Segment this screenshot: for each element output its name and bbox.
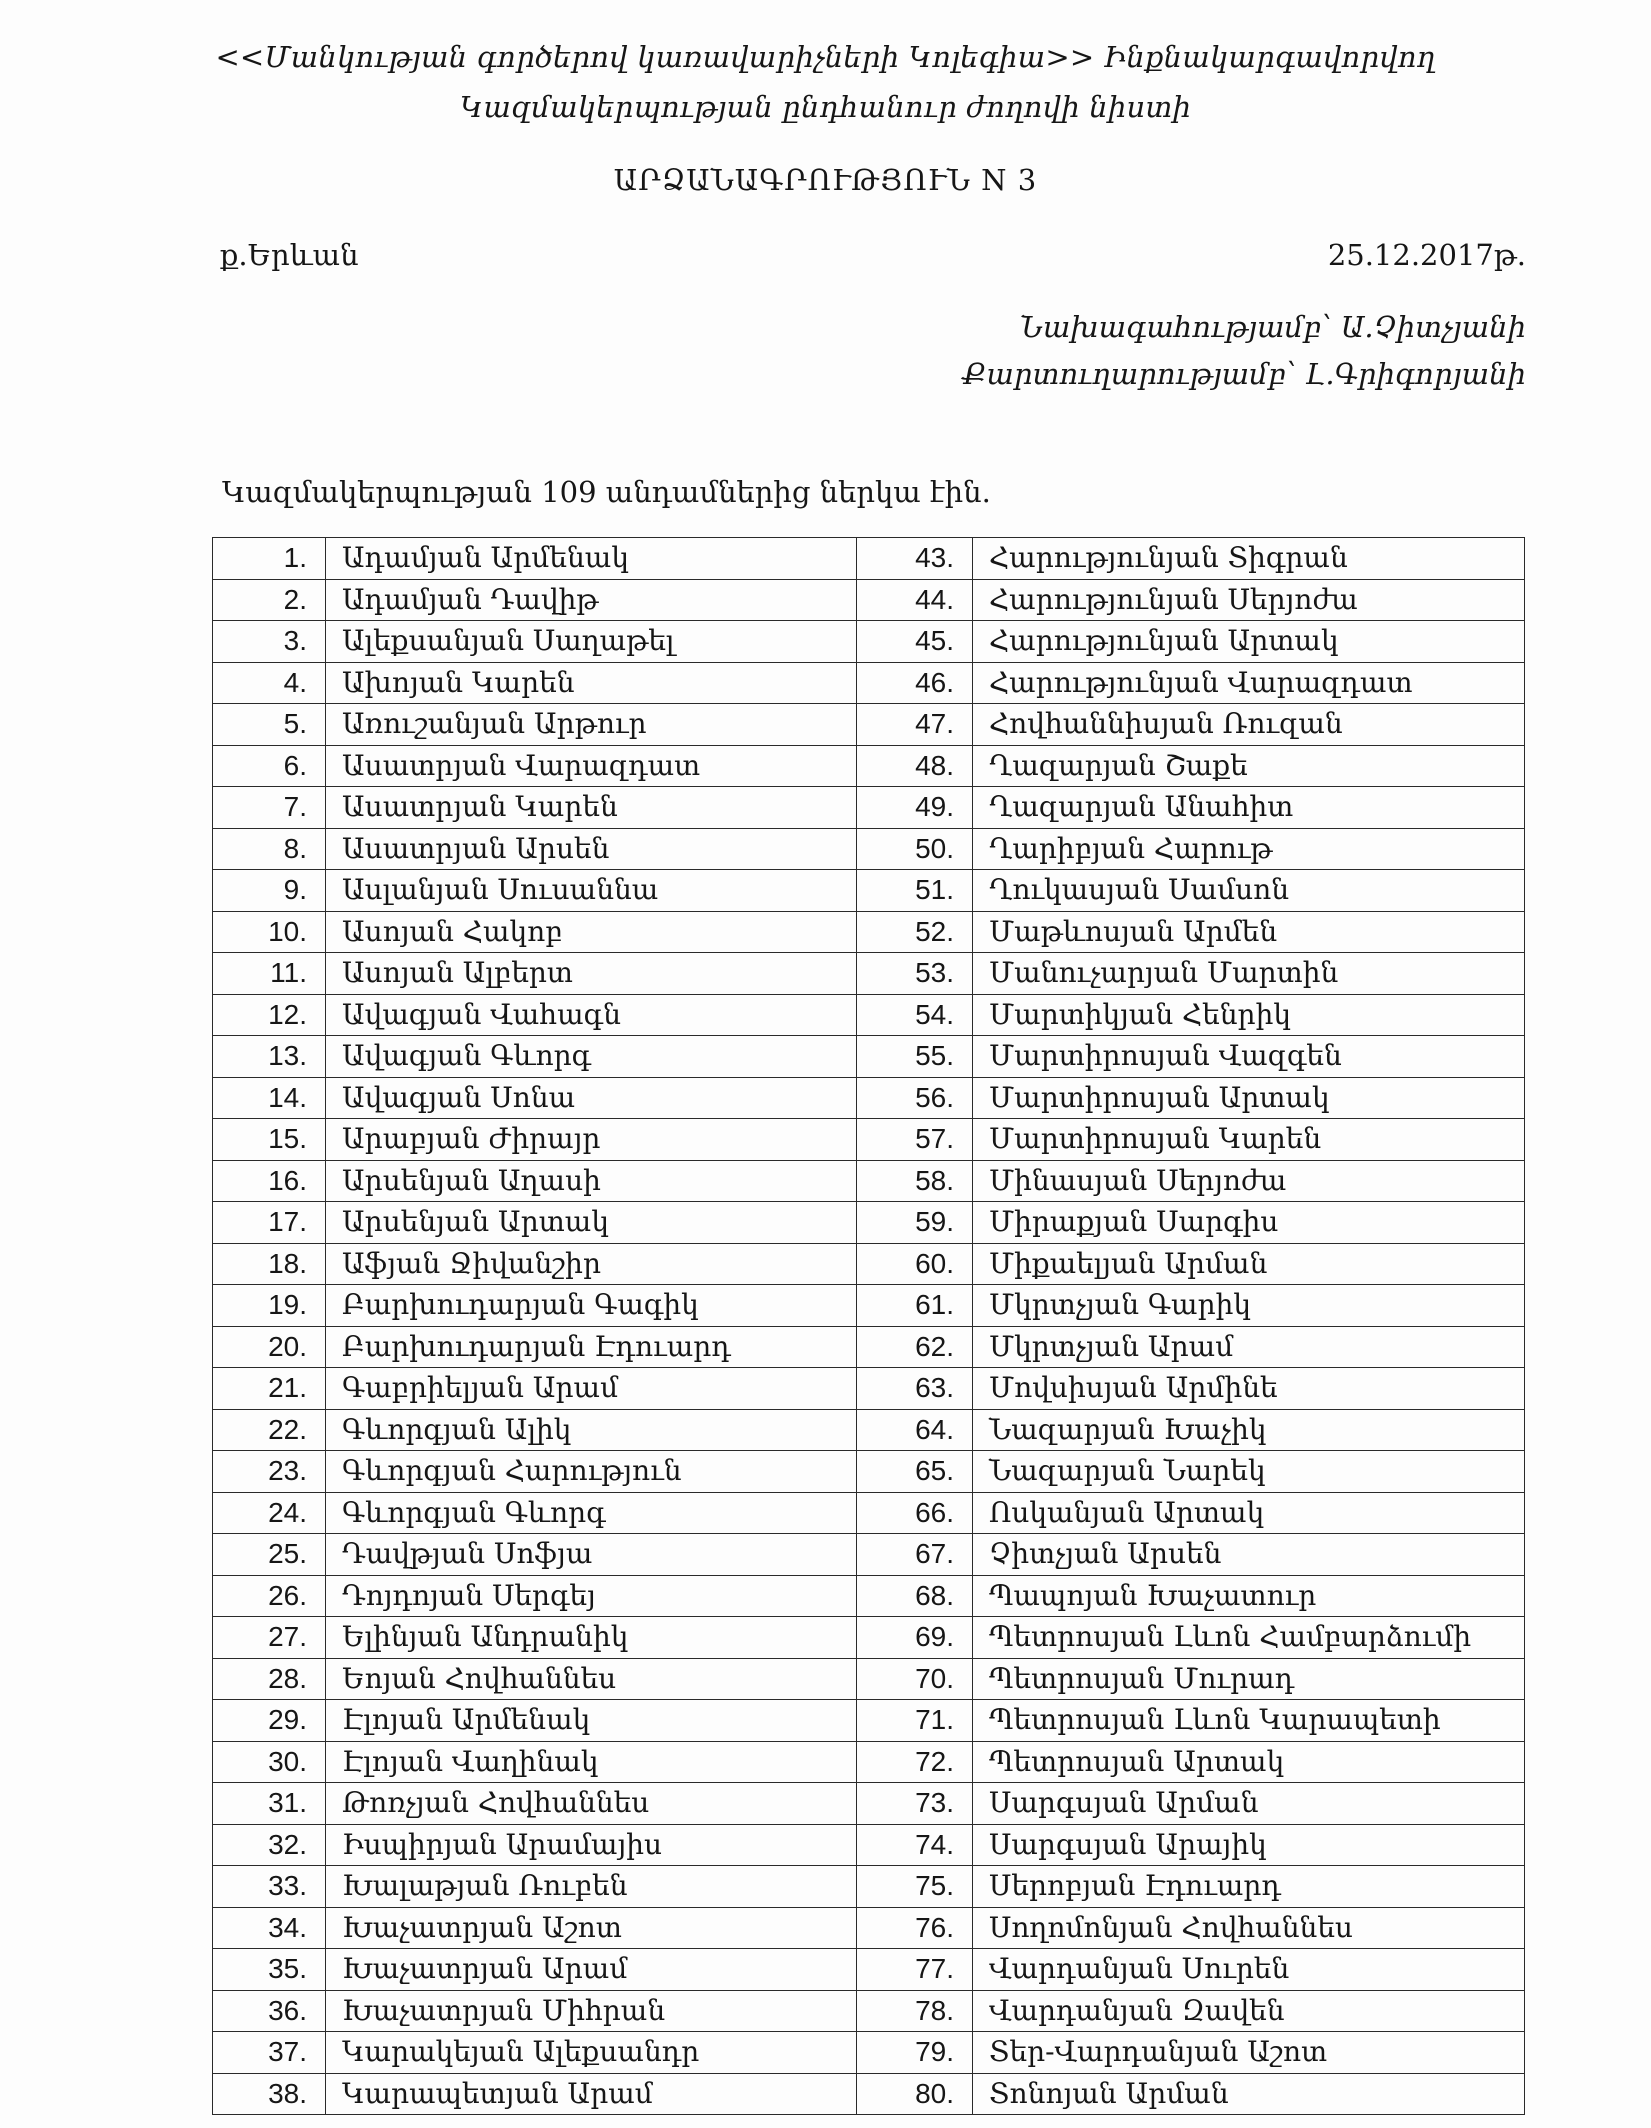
member-name-left: Ավագյան Սոնա <box>326 1077 857 1119</box>
member-number-right: 50. <box>857 828 973 870</box>
member-name-right: Մաթևոսյան Արմեն <box>973 911 1525 953</box>
table-row <box>213 1783 1525 1825</box>
member-name-right: Չիտչյան Արսեն <box>973 1534 1525 1576</box>
chairperson: Նախագահությամբ՝ Ա.Չիտչյանի <box>1019 310 1526 344</box>
member-number-right: 59. <box>857 1202 973 1244</box>
member-number-right: 68. <box>857 1575 973 1617</box>
member-number-left: 3. <box>213 621 326 663</box>
member-name-left: Խաչատրյան Աշոտ <box>326 1907 857 1949</box>
member-number-left: 2. <box>213 579 326 621</box>
member-name-left: Էլոյան Արմենակ <box>326 1700 857 1742</box>
member-name-right: Մկրտչյան Արամ <box>973 1326 1525 1368</box>
member-name-right: Սարգսյան Արման <box>973 1783 1525 1825</box>
member-name-left: Թոռչյան Հովհաննես <box>326 1783 857 1825</box>
member-number-left: 32. <box>213 1824 326 1866</box>
member-name-left: Դավթյան Սոֆյա <box>326 1534 857 1576</box>
member-number-right: 66. <box>857 1492 973 1534</box>
member-number-left: 1. <box>213 538 326 580</box>
member-number-left: 6. <box>213 745 326 787</box>
member-number-left: 29. <box>213 1700 326 1742</box>
member-number-right: 73. <box>857 1783 973 1825</box>
member-number-left: 21. <box>213 1368 326 1410</box>
member-number-left: 13. <box>213 1036 326 1078</box>
member-number-right: 67. <box>857 1534 973 1576</box>
member-name-right: Միքաելյան Արման <box>973 1243 1525 1285</box>
member-number-right: 78. <box>857 1990 973 2032</box>
member-name-right: Հարությունյան Տիգրան <box>973 538 1525 580</box>
member-number-right: 53. <box>857 953 973 995</box>
member-number-right: 58. <box>857 1160 973 1202</box>
table-row <box>213 1534 1525 1576</box>
member-number-left: 24. <box>213 1492 326 1534</box>
member-number-left: 20. <box>213 1326 326 1368</box>
table-row <box>213 1202 1525 1244</box>
member-name-right: Հարությունյան Վարազդատ <box>973 662 1525 704</box>
member-name-left: Ասոյան Հակոբ <box>326 911 857 953</box>
header-line-2: Կազմակերպության ընդհանուր ժողովի նիստի <box>459 90 1192 124</box>
member-name-left: Կարակեյան Ալեքսանդր <box>326 2032 857 2074</box>
member-name-right: Հարությունյան Սերյոժա <box>973 579 1525 621</box>
table-row <box>213 1243 1525 1285</box>
member-number-right: 71. <box>857 1700 973 1742</box>
member-number-left: 26. <box>213 1575 326 1617</box>
member-name-right: Պետրոսյան Լևոն Կարապետի <box>973 1700 1525 1742</box>
member-name-left: Ավագյան Գևորգ <box>326 1036 857 1078</box>
member-number-left: 11. <box>213 953 326 995</box>
member-name-right: Միրաքյան Սարգիս <box>973 1202 1525 1244</box>
member-number-left: 28. <box>213 1658 326 1700</box>
member-name-right: Մինասյան Սերյոժա <box>973 1160 1525 1202</box>
attendance-text: Կազմակերպության 109 անդամներից ներկա էին. <box>222 475 991 509</box>
member-number-left: 9. <box>213 870 326 912</box>
table-row <box>213 953 1525 995</box>
member-number-left: 34. <box>213 1907 326 1949</box>
member-number-left: 18. <box>213 1243 326 1285</box>
table-row <box>213 1160 1525 1202</box>
member-number-left: 8. <box>213 828 326 870</box>
member-name-left: Ելինյան Անդրանիկ <box>326 1617 857 1659</box>
member-number-right: 46. <box>857 662 973 704</box>
table-row <box>213 994 1525 1036</box>
table-row <box>213 1119 1525 1161</box>
member-number-left: 27. <box>213 1617 326 1659</box>
member-number-left: 7. <box>213 787 326 829</box>
member-number-left: 22. <box>213 1409 326 1451</box>
member-name-left: Բարխուդարյան Էդուարդ <box>326 1326 857 1368</box>
table-row <box>213 1036 1525 1078</box>
table-row <box>213 662 1525 704</box>
member-name-left: Խաչատրյան Միհրան <box>326 1990 857 2032</box>
member-name-left: Գևորգյան Հարություն <box>326 1451 857 1493</box>
table-row <box>213 1368 1525 1410</box>
table-row <box>213 1409 1525 1451</box>
table-row <box>213 1575 1525 1617</box>
member-number-right: 57. <box>857 1119 973 1161</box>
member-number-right: 60. <box>857 1243 973 1285</box>
member-name-left: Առուշանյան Արթուր <box>326 704 857 746</box>
table-row <box>213 911 1525 953</box>
member-number-left: 4. <box>213 662 326 704</box>
secretary: Քարտուղարությամբ՝ Լ.Գրիգորյանի <box>961 357 1526 391</box>
member-number-right: 65. <box>857 1451 973 1493</box>
table-row <box>213 538 1525 580</box>
table-row <box>213 787 1525 829</box>
member-name-right: Ղուկասյան Սամսոն <box>973 870 1525 912</box>
table-row <box>213 1617 1525 1659</box>
member-number-right: 70. <box>857 1658 973 1700</box>
member-name-left: Իսպիրյան Արամայիս <box>326 1824 857 1866</box>
member-number-right: 54. <box>857 994 973 1036</box>
member-name-right: Սերոբյան Էդուարդ <box>973 1866 1525 1908</box>
member-name-right: Հովհաննիսյան Ռուզան <box>973 704 1525 746</box>
member-name-left: Ասոյան Ալբերտ <box>326 953 857 995</box>
member-name-right: Նազարյան Նարեկ <box>973 1451 1525 1493</box>
table-row <box>213 1907 1525 1949</box>
date: 25.12.2017թ. <box>1327 238 1526 272</box>
member-name-left: Ավագյան Վահագն <box>326 994 857 1036</box>
table-row <box>213 745 1525 787</box>
table-row <box>213 704 1525 746</box>
table-row <box>213 1949 1525 1991</box>
member-number-right: 45. <box>857 621 973 663</box>
member-name-left: Ասատրյան Վարազդատ <box>326 745 857 787</box>
member-number-left: 37. <box>213 2032 326 2074</box>
table-row <box>213 2032 1525 2074</box>
member-name-right: Ոսկանյան Արտակ <box>973 1492 1525 1534</box>
member-name-right: Տեր-Վարդանյան Աշոտ <box>973 2032 1525 2074</box>
member-number-left: 5. <box>213 704 326 746</box>
member-name-right: Սողոմոնյան Հովհաննես <box>973 1907 1525 1949</box>
member-name-right: Մանուչարյան Մարտին <box>973 953 1525 995</box>
member-number-right: 44. <box>857 579 973 621</box>
table-row <box>213 1451 1525 1493</box>
member-number-left: 19. <box>213 1285 326 1327</box>
member-name-right: Մարտիրոսյան Արտակ <box>973 1077 1525 1119</box>
city: ք.Երևան <box>220 238 359 272</box>
member-number-right: 47. <box>857 704 973 746</box>
member-number-right: 63. <box>857 1368 973 1410</box>
member-name-left: Արսենյան Արտակ <box>326 1202 857 1244</box>
member-number-right: 72. <box>857 1741 973 1783</box>
table-row <box>213 2073 1525 2115</box>
table-row <box>213 828 1525 870</box>
member-name-left: Խաչատրյան Արամ <box>326 1949 857 1991</box>
member-number-left: 23. <box>213 1451 326 1493</box>
member-name-right: Պետրոսյան Արտակ <box>973 1741 1525 1783</box>
member-name-right: Ղարիբյան Հարութ <box>973 828 1525 870</box>
table-row <box>213 870 1525 912</box>
member-name-right: Նազարյան Խաչիկ <box>973 1409 1525 1451</box>
member-number-right: 55. <box>857 1036 973 1078</box>
table-row <box>213 1700 1525 1742</box>
member-number-left: 17. <box>213 1202 326 1244</box>
member-number-left: 31. <box>213 1783 326 1825</box>
member-name-right: Վարդանյան Սուրեն <box>973 1949 1525 1991</box>
table-row <box>213 1492 1525 1534</box>
member-name-right: Պապոյան Խաչատուր <box>973 1575 1525 1617</box>
table-row <box>213 1658 1525 1700</box>
member-name-left: Գևորգյան Ալիկ <box>326 1409 857 1451</box>
table-row <box>213 579 1525 621</box>
member-name-right: Տոնոյան Արման <box>973 2073 1525 2115</box>
member-name-right: Մարտիկյան Հենրիկ <box>973 994 1525 1036</box>
member-name-left: Արսենյան Աղասի <box>326 1160 857 1202</box>
member-name-right: Պետրոսյան Լևոն Համբարձումի <box>973 1617 1525 1659</box>
member-name-left: Դոյդոյան Սերգեյ <box>326 1575 857 1617</box>
member-name-right: Հարությունյան Արտակ <box>973 621 1525 663</box>
member-name-left: Ասատրյան Արսեն <box>326 828 857 870</box>
member-number-left: 36. <box>213 1990 326 2032</box>
member-name-left: Ախոյան Կարեն <box>326 662 857 704</box>
member-number-right: 74. <box>857 1824 973 1866</box>
member-number-right: 80. <box>857 2073 973 2115</box>
table-row <box>213 621 1525 663</box>
member-number-left: 16. <box>213 1160 326 1202</box>
table-row <box>213 1326 1525 1368</box>
member-name-right: Մովսիսյան Արմինե <box>973 1368 1525 1410</box>
members-table <box>212 537 1525 2115</box>
member-name-left: Գաբրիելյան Արամ <box>326 1368 857 1410</box>
member-name-left: Ասլանյան Սուսաննա <box>326 870 857 912</box>
member-number-left: 25. <box>213 1534 326 1576</box>
member-name-left: Էլոյան Վաղինակ <box>326 1741 857 1783</box>
member-number-right: 76. <box>857 1907 973 1949</box>
member-name-left: Եոյան Հովհաննես <box>326 1658 857 1700</box>
member-number-right: 56. <box>857 1077 973 1119</box>
table-row <box>213 1824 1525 1866</box>
member-number-left: 38. <box>213 2073 326 2115</box>
member-name-left: Ադամյան Դավիթ <box>326 579 857 621</box>
document-title: ԱՐՁԱՆԱԳՐՈՒԹՅՈՒՆ N 3 <box>613 163 1038 197</box>
member-number-right: 49. <box>857 787 973 829</box>
member-name-right: Ղազարյան Անահիտ <box>973 787 1525 829</box>
member-number-right: 48. <box>857 745 973 787</box>
member-name-left: Ադամյան Արմենակ <box>326 538 857 580</box>
table-row <box>213 1990 1525 2032</box>
member-number-right: 77. <box>857 1949 973 1991</box>
member-name-left: Արաբյան Ժիրայր <box>326 1119 857 1161</box>
member-number-right: 51. <box>857 870 973 912</box>
members-table-body <box>213 538 1525 2115</box>
member-number-left: 30. <box>213 1741 326 1783</box>
member-name-right: Պետրոսյան Մուրադ <box>973 1658 1525 1700</box>
header-line-1: <<Մանկության գործերով կառավարիչների Կոլեգիա>> Ինքնակարգավորվող <box>215 40 1436 74</box>
table-row <box>213 1285 1525 1327</box>
member-number-left: 10. <box>213 911 326 953</box>
member-number-left: 35. <box>213 1949 326 1991</box>
member-number-left: 12. <box>213 994 326 1036</box>
member-number-right: 62. <box>857 1326 973 1368</box>
member-number-right: 43. <box>857 538 973 580</box>
member-name-left: Ալեքսանյան Սաղաթել <box>326 621 857 663</box>
table-row <box>213 1866 1525 1908</box>
member-name-right: Վարդանյան Զավեն <box>973 1990 1525 2032</box>
member-name-left: Ասատրյան Կարեն <box>326 787 857 829</box>
member-name-right: Մարտիրոսյան Վազգեն <box>973 1036 1525 1078</box>
member-name-left: Գևորգյան Գևորգ <box>326 1492 857 1534</box>
member-name-left: Բարխուդարյան Գագիկ <box>326 1285 857 1327</box>
member-name-right: Սարգսյան Արայիկ <box>973 1824 1525 1866</box>
member-number-right: 64. <box>857 1409 973 1451</box>
member-name-right: Ղազարյան Շաքե <box>973 745 1525 787</box>
member-number-right: 52. <box>857 911 973 953</box>
member-number-right: 79. <box>857 2032 973 2074</box>
member-name-right: Մարտիրոսյան Կարեն <box>973 1119 1525 1161</box>
member-number-right: 61. <box>857 1285 973 1327</box>
member-name-left: Աֆյան Ջիվանշիր <box>326 1243 857 1285</box>
member-number-right: 69. <box>857 1617 973 1659</box>
table-row <box>213 1077 1525 1119</box>
table-row <box>213 1741 1525 1783</box>
member-name-left: Խալաթյան Ռուբեն <box>326 1866 857 1908</box>
member-name-right: Մկրտչյան Գարիկ <box>973 1285 1525 1327</box>
member-name-left: Կարապետյան Արամ <box>326 2073 857 2115</box>
member-number-right: 75. <box>857 1866 973 1908</box>
member-number-left: 33. <box>213 1866 326 1908</box>
member-number-left: 14. <box>213 1077 326 1119</box>
member-number-left: 15. <box>213 1119 326 1161</box>
